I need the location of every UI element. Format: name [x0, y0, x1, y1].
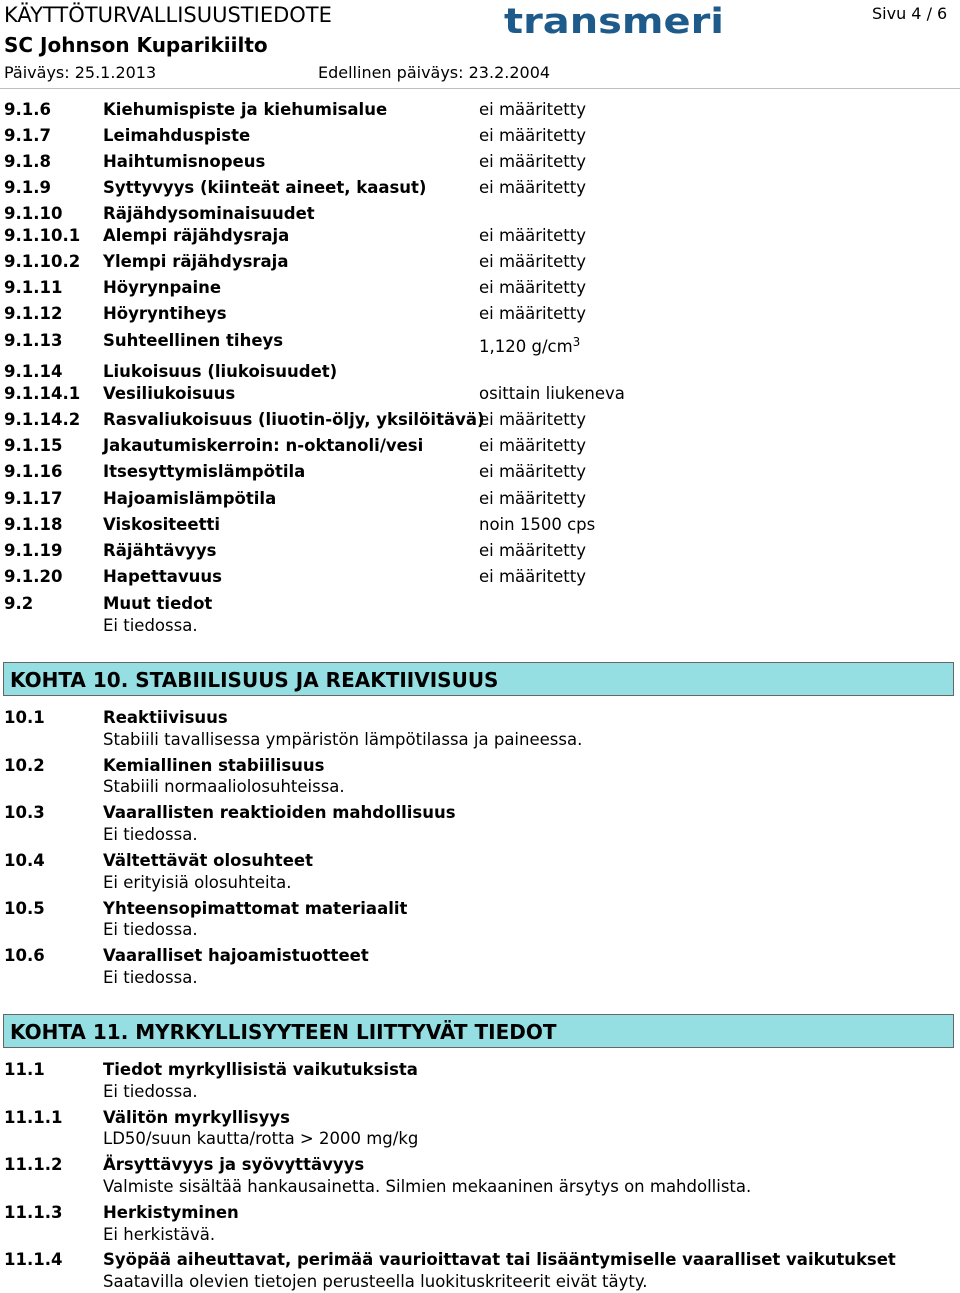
- property-number: 9.1.10.2: [4, 252, 81, 271]
- item-text-row: [0, 1128, 960, 1150]
- property-value: ei määritetty: [479, 226, 586, 245]
- item-number: 10.2: [4, 756, 45, 775]
- item-text: Ei tiedossa.: [103, 968, 198, 987]
- item-text: Ei tiedossa.: [103, 1082, 198, 1101]
- item-label: Herkistyminen: [103, 1203, 239, 1222]
- property-label: Hajoamislämpötila: [103, 489, 277, 508]
- property-value: ei määritetty: [479, 126, 586, 145]
- item-number: 10.4: [4, 851, 45, 870]
- date-current: Päiväys: 25.1.2013: [4, 63, 157, 82]
- item-number: 11.1.3: [4, 1203, 63, 1222]
- property-number: 9.1.10.1: [4, 226, 81, 245]
- item-text-row: [0, 872, 960, 894]
- property-label: Hapettavuus: [103, 567, 222, 586]
- section-11-header: KOHTA 11. MYRKYLLISYYTEEN LIITTYVÄT TIEDOT: [3, 1014, 954, 1048]
- property-label: Ylempi räjähdysraja: [103, 252, 289, 271]
- property-row: [0, 251, 960, 273]
- section-10-header: KOHTA 10. STABIILISUUS JA REAKTIIVISUUS: [3, 662, 954, 696]
- property-value: 1,120 $g/cm^3$: [479, 335, 581, 356]
- item-heading: [0, 898, 960, 920]
- item-text-row: [0, 1224, 960, 1246]
- unit-superscript: 3: [572, 335, 581, 349]
- property-row: [0, 435, 960, 457]
- property-label: Itsesyttymislämpötila: [103, 462, 306, 481]
- item-number: 10.5: [4, 899, 45, 918]
- property-label: Räjähtävyys: [103, 541, 217, 560]
- property-row: [0, 125, 960, 147]
- property-number: 9.1.14.2: [4, 410, 81, 429]
- item-text: Saatavilla olevien tietojen perusteella luokituskriteerit eivät täyty.: [103, 1272, 648, 1291]
- property-label: Alempi räjähdysraja: [103, 226, 290, 245]
- property-number: 9.1.11: [4, 278, 63, 297]
- property-label: Vesiliukoisuus: [103, 384, 236, 403]
- property-label: Haihtumisnopeus: [103, 152, 266, 171]
- other-info-text: [0, 615, 960, 637]
- item-text-row: [0, 729, 960, 751]
- item-label: Vaaralliset hajoamistuotteet: [103, 946, 369, 965]
- property-row: [0, 514, 960, 536]
- property-row: [0, 409, 960, 431]
- property-number: 9.1.17: [4, 489, 63, 508]
- property-label: Liukoisuus (liukoisuudet): [103, 362, 338, 381]
- item-heading: [0, 802, 960, 824]
- property-row: [0, 540, 960, 562]
- property-number: 9.1.7: [4, 126, 51, 145]
- item-heading: [0, 755, 960, 777]
- property-number: 9.1.16: [4, 462, 63, 481]
- property-label: Kiehumispiste ja kiehumisalue: [103, 100, 388, 119]
- item-number: 10.3: [4, 803, 45, 822]
- product-name: SC Johnson Kuparikiilto: [4, 33, 268, 57]
- item-label: Ärsyttävyys ja syövyttävyys: [103, 1155, 365, 1174]
- item-label: Vaarallisten reaktioiden mahdollisuus: [103, 803, 456, 822]
- property-row: [0, 99, 960, 121]
- item-text-row: [0, 824, 960, 846]
- item-text: Ei tiedossa.: [103, 825, 198, 844]
- property-row: [0, 225, 960, 247]
- property-label: Höyrynpaine: [103, 278, 222, 297]
- property-value: ei määritetty: [479, 489, 586, 508]
- item-text: Stabiili tavallisessa ympäristön lämpötilassa ja paineessa.: [103, 730, 583, 749]
- property-label: Leimahduspiste: [103, 126, 251, 145]
- property-value: noin 1500 cps: [479, 515, 596, 534]
- item-number: 11.1.4: [4, 1250, 63, 1269]
- item-label: Tiedot myrkyllisistä vaikutuksista: [103, 1060, 418, 1079]
- item-heading: [0, 1154, 960, 1176]
- property-number: 9.1.14: [4, 362, 63, 381]
- item-heading: [0, 945, 960, 967]
- property-label: Rasvaliukoisuus (liuotin-öljy, yksilöitävä): [103, 410, 485, 429]
- property-label: Jakautumiskerroin: n-oktanoli/vesi: [103, 436, 424, 455]
- item-heading: [0, 1059, 960, 1081]
- item-text: Ei tiedossa.: [103, 920, 198, 939]
- property-row: [0, 177, 960, 199]
- transmeri-logo: [504, 4, 726, 38]
- item-heading: [0, 1107, 960, 1129]
- property-row: [0, 203, 960, 225]
- property-value: ei määritetty: [479, 252, 586, 271]
- property-row: [0, 488, 960, 510]
- item-text: Ei tiedossa.: [103, 616, 198, 635]
- property-number: 9.1.15: [4, 436, 63, 455]
- property-number: 9.1.13: [4, 331, 63, 350]
- item-label: Syöpää aiheuttavat, perimää vaurioittavat tai lisääntymiselle vaaralliset vaikutukset: [103, 1250, 896, 1269]
- item-text-row: [0, 919, 960, 941]
- property-label: Syttyvyys (kiinteät aineet, kaasut): [103, 178, 427, 197]
- property-number: 9.1.19: [4, 541, 63, 560]
- property-value: ei määritetty: [479, 178, 586, 197]
- property-row: [0, 151, 960, 173]
- property-value: ei määritetty: [479, 100, 586, 119]
- property-label: Höyryntiheys: [103, 304, 227, 323]
- other-info-heading: [0, 593, 960, 615]
- property-row: [0, 277, 960, 299]
- page-number: Sivu 4 / 6: [872, 4, 948, 23]
- item-number: 9.2: [4, 594, 34, 613]
- header-divider: [0, 88, 960, 89]
- item-number: 11.1.2: [4, 1155, 63, 1174]
- property-value: osittain liukeneva: [479, 384, 625, 403]
- property-label: Suhteellinen tiheys: [103, 331, 284, 350]
- property-number: 9.1.9: [4, 178, 51, 197]
- property-number: 9.1.8: [4, 152, 51, 171]
- property-value: ei määritetty: [479, 152, 586, 171]
- item-heading: [0, 850, 960, 872]
- logo-wordmark: transmeri: [504, 4, 724, 38]
- property-value: ei määritetty: [479, 410, 586, 429]
- item-text: Valmiste sisältää hankausainetta. Silmien mekaaninen ärsytys on mahdollista.: [103, 1177, 752, 1196]
- property-row: [0, 303, 960, 325]
- property-number: 9.1.18: [4, 515, 63, 534]
- item-text-row: [0, 776, 960, 798]
- item-label: Reaktiivisuus: [103, 708, 228, 727]
- property-value: ei määritetty: [479, 278, 586, 297]
- date-previous: Edellinen päiväys: 23.2.2004: [318, 63, 551, 82]
- property-label: Viskositeetti: [103, 515, 220, 534]
- property-row: [0, 361, 960, 383]
- item-heading: [0, 1249, 960, 1271]
- document-type: KÄYTTÖTURVALLISUUSTIEDOTE: [4, 3, 332, 27]
- property-value: ei määritetty: [479, 436, 586, 455]
- item-label: Kemiallinen stabiilisuus: [103, 756, 325, 775]
- item-number: 10.1: [4, 708, 45, 727]
- item-text: Ei herkistävä.: [103, 1225, 216, 1244]
- property-value: ei määritetty: [479, 462, 586, 481]
- item-text: LD50/suun kautta/rotta > 2000 mg/kg: [103, 1129, 419, 1148]
- property-value: ei määritetty: [479, 567, 586, 586]
- item-text-row: [0, 1176, 960, 1198]
- property-value: ei määritetty: [479, 304, 586, 323]
- item-label: Yhteensopimattomat materiaalit: [103, 899, 408, 918]
- item-label: Muut tiedot: [103, 594, 213, 613]
- property-number: 9.1.10: [4, 204, 63, 223]
- property-row: [0, 461, 960, 483]
- item-heading: [0, 1202, 960, 1224]
- property-row: [0, 330, 960, 356]
- item-text-row: [0, 1271, 960, 1293]
- item-text-row: [0, 1081, 960, 1103]
- property-number: 9.1.20: [4, 567, 63, 586]
- property-number: 9.1.12: [4, 304, 63, 323]
- item-text: Stabiili normaaliolosuhteissa.: [103, 777, 345, 796]
- property-row: [0, 383, 960, 405]
- item-label: Vältettävät olosuhteet: [103, 851, 313, 870]
- property-value: ei määritetty: [479, 541, 586, 560]
- item-number: 11.1.1: [4, 1108, 63, 1127]
- property-number: 9.1.6: [4, 100, 51, 119]
- item-text: Ei erityisiä olosuhteita.: [103, 873, 292, 892]
- property-row: [0, 566, 960, 588]
- property-label: Räjähdysominaisuudet: [103, 204, 315, 223]
- item-number: 10.6: [4, 946, 45, 965]
- item-text-row: [0, 967, 960, 989]
- item-label: Välitön myrkyllisyys: [103, 1108, 290, 1127]
- item-number: 11.1: [4, 1060, 45, 1079]
- property-number: 9.1.14.1: [4, 384, 81, 403]
- item-heading: [0, 707, 960, 729]
